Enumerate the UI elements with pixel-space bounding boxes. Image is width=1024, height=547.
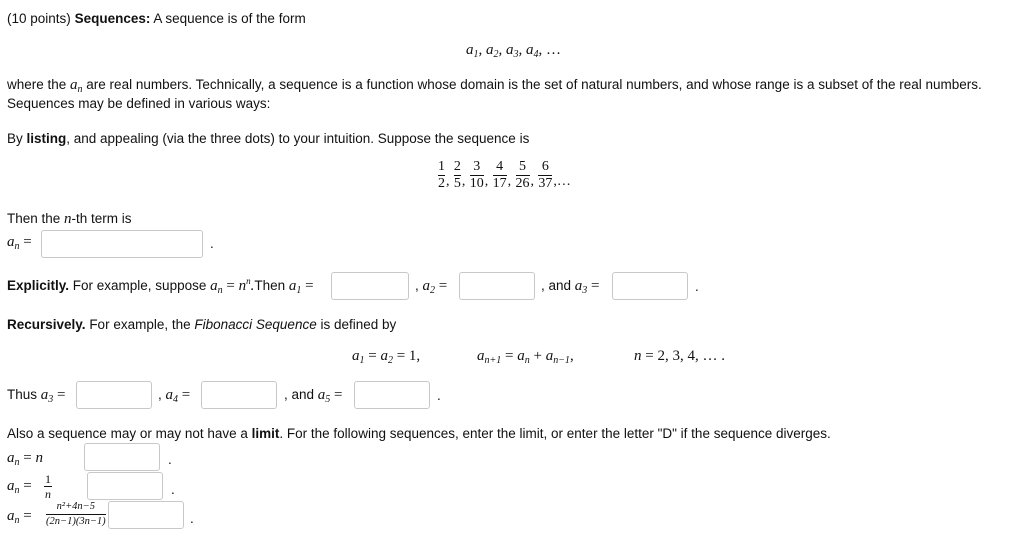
fibonacci-eq3: n = 2, 3, 4, … . (634, 348, 725, 364)
where-text: where the $a_n$ are real numbers. Technically, a sequence is a function whose domain is the set of natural numbers, and whose range is a subset of the real numbers. (7, 77, 982, 95)
recursive-text: Recursively. For example, the Fibonacci Sequence is defined by (7, 317, 397, 332)
points-label: (10 points) (7, 11, 71, 26)
sequence-fraction: $\frac{2}{5}$ (453, 159, 461, 191)
sequence-fraction: $\frac{6}{37}$ (538, 159, 553, 191)
listing-text: By listing, and appealing (via the three dots) to your intuition. Suppose the sequence is (7, 131, 530, 146)
ellipsis: … (556, 174, 571, 189)
fibonacci-eq1: $a_1 = a_2 = 1$, (352, 348, 421, 366)
sequence-fraction: $\frac{1}{2}$ (438, 159, 445, 191)
sequence-fraction: $\frac{4}{17}$ (492, 159, 507, 191)
nth-term-text: Then the n-th term is (7, 211, 132, 227)
explicit-a1-input[interactable] (331, 272, 409, 300)
limits-text: Also a sequence may or may not have a limit. For the following sequences, enter the limit, or enter the letter "D" if the sequence diverges. (7, 426, 831, 441)
topic-label: Sequences: (74, 11, 151, 26)
problem-header (7, 11, 306, 26)
fibonacci-eq2: $a_{n+1} = a_n + a_{n-1}$, (477, 348, 574, 366)
nth-term-input[interactable] (41, 230, 203, 258)
limit2-input[interactable] (87, 472, 163, 500)
explicit-text: Explicitly. For example, suppose $a_n$ = $n^n.Then$ $a_1$ = (7, 276, 314, 296)
one-over-n-fraction: $\frac{1}{n}$ (45, 472, 51, 501)
listed-sequence: $\frac{1}{2}$ , $\frac{2}{5}$ , $\frac{3}{10}$ , $\frac{4}{17}$ , $\frac{5}{26}$ , $\frac{6}{37}$ ,… (438, 159, 571, 191)
form-sequence: $a_1$, $a_2$, $a_3$, $a_4$, … (466, 42, 561, 60)
an-equals-label: $a_n$ = (7, 234, 32, 252)
limit3-label: $a_n$ = (7, 508, 32, 526)
explicit-a2-input[interactable] (459, 272, 535, 300)
limit1-input[interactable] (84, 443, 160, 471)
intro-text: A sequence is of the form (153, 11, 306, 26)
sequence-fraction: $\frac{3}{10}$ (469, 159, 484, 191)
explicit-a3-input[interactable] (612, 272, 688, 300)
limit3-input[interactable] (108, 501, 184, 529)
limit2-label: $a_n$ = (7, 478, 32, 496)
rational-fraction: $\frac{\text{n²+4n−5}}{(2n-1)(3n-1)}$ (46, 501, 106, 527)
ways-text: Sequences may be defined in various ways: (7, 96, 271, 111)
recursive-a5-input[interactable] (354, 381, 430, 409)
recursive-a4-input[interactable] (201, 381, 277, 409)
sequence-fraction: $\frac{5}{26}$ (515, 159, 530, 191)
limit1-label: $a_n = n$ (7, 450, 43, 468)
recursive-a3-input[interactable] (76, 381, 152, 409)
